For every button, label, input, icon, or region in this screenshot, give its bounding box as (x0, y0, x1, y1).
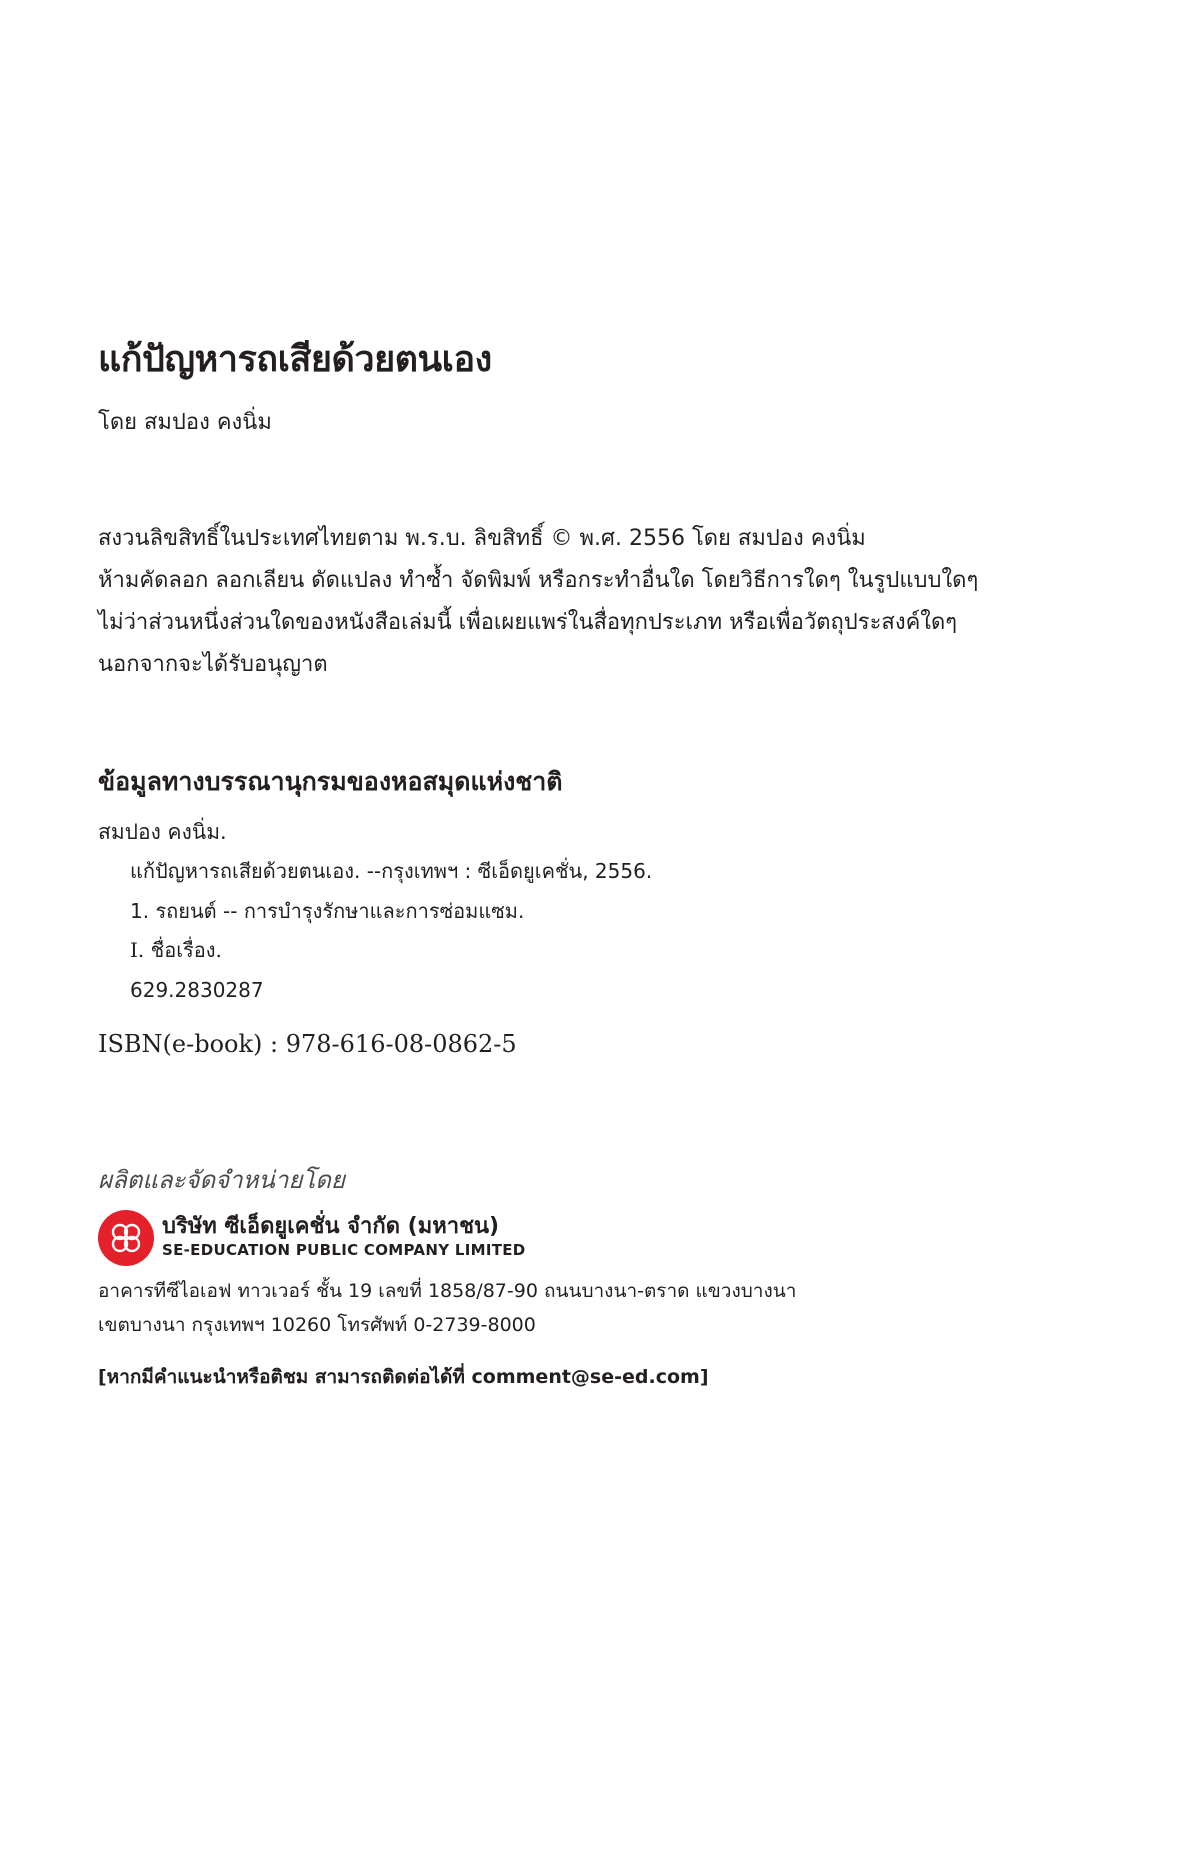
copyright-line: ห้ามคัดลอก ลอกเลียน ดัดแปลง ทำซ้ำ จัดพิมพ์ หรือกระทำอื่นใด โดยวิธีการใดๆ ในรูปแบบใดๆ (98, 568, 979, 593)
cataloging-author: สมปอง คงนิ่ม. (98, 820, 227, 844)
copyright-line: ไม่ว่าส่วนหนึ่งส่วนใดของหนังสือเล่มนี้ เพื่อเผยแพร่ในสื่อทุกประเภท หรือเพื่อวัตถุประสงค์ใดๆ (98, 610, 958, 635)
cataloging-entry: 629.2830287 (130, 977, 264, 1002)
book-title: แก้ปัญหารถเสียด้วยตนเอง (98, 339, 492, 380)
produced-by-label: ผลิตและจัดจำหน่ายโดย (98, 1166, 345, 1194)
book-author: โดย สมปอง คงนิ่ม (98, 410, 272, 435)
cataloging-heading: ข้อมูลทางบรรณานุกรมของหอสมุดแห่งชาติ (98, 767, 563, 796)
cataloging-entry: I. ชื่อเรื่อง. (130, 938, 222, 962)
copyright-notice (98, 518, 978, 686)
address-line: เขตบางนา กรุงเทพฯ 10260 โทรศัพท์ 0-2739-8000 (98, 1314, 536, 1336)
publisher-address (98, 1274, 796, 1342)
feedback-contact: [หากมีคำแนะนำหรือติชม สามารถติดต่อได้ที่ comment@se-ed.com] (98, 1366, 709, 1388)
publisher-name-en: SE-EDUCATION PUBLIC COMPANY LIMITED (162, 1241, 526, 1259)
copyright-line: นอกจากจะได้รับอนุญาต (98, 652, 328, 677)
cataloging-entry: แก้ปัญหารถเสียด้วยตนเอง. --กรุงเทพฯ : ซีเอ็ดยูเคชั่น, 2556. (130, 859, 653, 883)
publisher-logo-icon (98, 1210, 154, 1266)
cataloging-entries (130, 852, 652, 1010)
copyright-line: สงวนลิขสิทธิ์ในประเทศไทยตาม พ.ร.บ. ลิขสิทธิ์ © พ.ศ. 2556 โดย สมปอง คงนิ่ม (98, 526, 866, 551)
isbn: ISBN(e-book) : 978-616-08-0862-5 (98, 1030, 517, 1058)
cataloging-entry: 1. รถยนต์ -- การบำรุงรักษาและการซ่อมแซม. (130, 898, 525, 923)
publisher-name-th: บริษัท ซีเอ็ดยูเคชั่น จำกัด (มหาชน) (162, 1214, 500, 1239)
address-line: อาคารทีซีไอเอฟ ทาวเวอร์ ชั้น 19 เลขที่ 1858/87-90 ถนนบางนา-ตราด แขวงบางนา (98, 1280, 797, 1302)
